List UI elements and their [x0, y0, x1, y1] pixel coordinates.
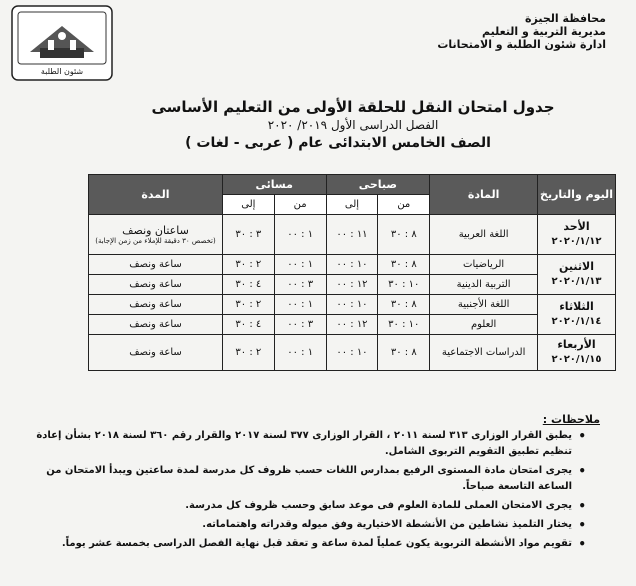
table-row — [89, 315, 616, 335]
subject-cell: اللغة العربية — [430, 215, 538, 255]
svg-text:شئون الطلبة: شئون الطلبة — [40, 67, 84, 76]
org-line-3: ادارة شئون الطلبة و الامتحانات — [437, 38, 606, 51]
table-row — [89, 295, 616, 315]
morning-from: ٨ : ٣٠ — [378, 215, 430, 255]
directorate-logo — [10, 4, 114, 82]
note-item: • يجرى الامتحان العملى للمادة العلوم فى موعد سابق وحسب ظروف كل مدرسة. — [26, 498, 586, 514]
note-item: • يختار التلميذ نشاطين من الأنشطة الاختيارية وفق ميوله وقدراته واهتماماته. — [26, 517, 586, 533]
day-name: الأربعاء — [557, 338, 596, 351]
day-name: الأحد — [563, 220, 590, 233]
subject-cell: الدراسات الاجتماعية — [430, 335, 538, 371]
note-item: • يجرى امتحان مادة المستوى الرفيع بمدارس اللغات حسب ظروف كل مدرسة لمدة ساعتين ويبدأ الامتحان من الساعة التاسعة صباحاً. — [26, 463, 586, 495]
evening-to: ٤ : ٣٠ — [222, 315, 274, 335]
exam-schedule-table — [88, 174, 616, 371]
header-morning-from: من — [378, 195, 430, 215]
evening-from: ٣ : ٠٠ — [274, 275, 326, 295]
table-row — [89, 215, 616, 255]
term-subtitle: الفصل الدراسى الأول ٢٠١٩/ ٢٠٢٠ — [267, 118, 439, 132]
notes-title: ملاحظات : — [542, 413, 600, 426]
evening-to: ٢ : ٣٠ — [222, 335, 274, 371]
evening-to: ٣ : ٣٠ — [222, 215, 274, 255]
duration-cell: ساعة ونصف — [89, 315, 223, 335]
titles-block — [0, 98, 636, 151]
header-duration: المدة — [89, 175, 223, 215]
evening-from: ١ : ٠٠ — [274, 335, 326, 371]
evening-to: ٤ : ٣٠ — [222, 275, 274, 295]
table-row — [89, 255, 616, 275]
subject-cell: التربية الدينية — [430, 275, 538, 295]
duration-cell: ساعة ونصف — [89, 275, 223, 295]
morning-to: ١١ : ٠٠ — [326, 215, 378, 255]
notes-list — [26, 428, 586, 555]
morning-to: ١٠ : ٠٠ — [326, 255, 378, 275]
header-evening-from: من — [274, 195, 326, 215]
morning-from: ١٠ : ٣٠ — [378, 315, 430, 335]
table-row — [89, 335, 616, 371]
duration-cell: ساعة ونصف — [89, 255, 223, 275]
duration-cell: ساعة ونصف — [89, 335, 223, 371]
duration-note: (تخصص ٣٠ دقيقة للإملاء من زمن الإجابة) — [95, 237, 216, 245]
org-line-1: محافظة الجيزة — [525, 12, 606, 25]
document-title: جدول امتحان النقل للحلقة الأولى من التعليم الأساسى — [151, 98, 555, 116]
day-date: ٢٠٢٠/١/١٤ — [551, 316, 602, 327]
note-item: • تقويم مواد الأنشطة التربوية يكون عملياً لمدة ساعة و تعقد قبل نهاية الفصل الدراسى بخمسة عشر يوماً. — [26, 536, 586, 552]
day-cell — [538, 215, 616, 255]
morning-from: ١٠ : ٣٠ — [378, 275, 430, 295]
header-evening: مسائى — [222, 175, 326, 195]
table-row — [89, 275, 616, 295]
morning-from: ٨ : ٣٠ — [378, 255, 430, 275]
duration-cell: ساعة ونصف — [89, 295, 223, 315]
evening-from: ١ : ٠٠ — [274, 215, 326, 255]
duration-value: ساعتان ونصف — [122, 224, 189, 237]
morning-to: ١٠ : ٠٠ — [326, 335, 378, 371]
note-item: • يطبق القرار الوزارى ٣١٣ لسنة ٢٠١١ ، القرار الوزارى ٣٧٧ لسنة ٢٠١٧ والقرار رقم ٣٦٠ لسنة ٢٠١٨ بشأن إعادة تنظيم تطبيق التقويم التربوى الشامل. — [26, 428, 586, 460]
morning-from: ٨ : ٣٠ — [378, 295, 430, 315]
header-day: اليوم والتاريخ — [538, 175, 616, 215]
header-morning: صباحى — [326, 175, 430, 195]
morning-to: ١٠ : ٠٠ — [326, 295, 378, 315]
day-cell — [538, 295, 616, 335]
subject-cell: الرياضيات — [430, 255, 538, 275]
day-name: الثلاثاء — [559, 300, 594, 313]
day-date: ٢٠٢٠/١/١٢ — [551, 236, 602, 247]
evening-from: ١ : ٠٠ — [274, 295, 326, 315]
evening-to: ٢ : ٣٠ — [222, 295, 274, 315]
org-line-2: مديرية التربية و التعليم — [482, 25, 606, 38]
morning-to: ١٢ : ٠٠ — [326, 315, 378, 335]
evening-to: ٢ : ٣٠ — [222, 255, 274, 275]
morning-to: ١٢ : ٠٠ — [326, 275, 378, 295]
header-morning-to: إلى — [326, 195, 378, 215]
day-name: الاثنين — [559, 260, 594, 273]
day-date: ٢٠٢٠/١/١٣ — [551, 276, 602, 287]
day-cell — [538, 255, 616, 295]
grade-subtitle: الصف الخامس الابتدائى عام ( عربى - لغات ) — [185, 135, 491, 151]
evening-from: ١ : ٠٠ — [274, 255, 326, 275]
subject-cell: العلوم — [430, 315, 538, 335]
day-cell — [538, 335, 616, 371]
organization-header — [437, 12, 606, 51]
header-subject: المادة — [430, 175, 538, 215]
duration-cell — [89, 215, 223, 255]
evening-from: ٣ : ٠٠ — [274, 315, 326, 335]
morning-from: ٨ : ٣٠ — [378, 335, 430, 371]
subject-cell: اللغة الأجنبية — [430, 295, 538, 315]
day-date: ٢٠٢٠/١/١٥ — [551, 354, 602, 365]
header-evening-to: إلى — [222, 195, 274, 215]
